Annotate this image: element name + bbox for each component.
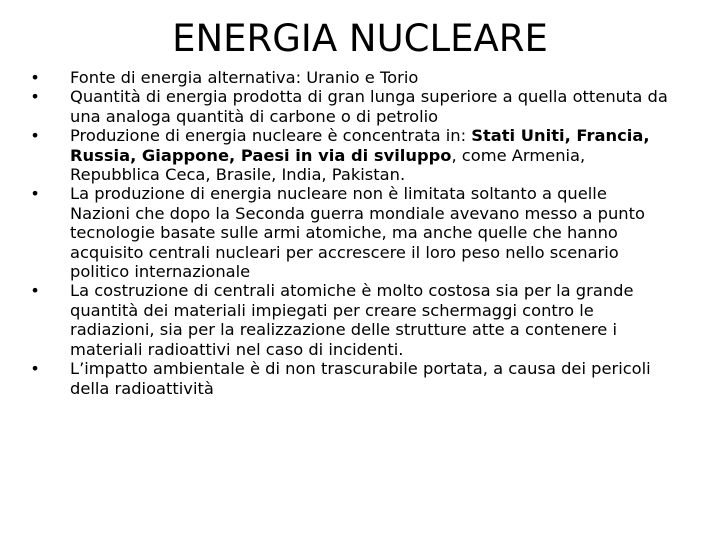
bullet-item-5 xyxy=(28,281,668,359)
bullet-list xyxy=(28,68,668,398)
bullet-text: La costruzione di centrali atomiche è molto costosa sia per la grande quantità dei materiali impiegati per creare schermaggi contro le radiazioni, sia per la realizzazione delle strutture atte a contenere i materiali radioattivi nel caso di incidenti. xyxy=(70,281,634,359)
bullet-text-suffix: , come Armenia, Repubblica Ceca, Brasile, India, Pakistan. xyxy=(70,145,586,185)
bullet-dot: • xyxy=(30,184,40,204)
bullet-dot: • xyxy=(30,68,40,87)
bullet-item-6 xyxy=(28,359,668,398)
bullet-text: La produzione di energia nucleare non è limitata soltanto a quelle Nazioni che dopo la Seconda guerra mondiale avevano messo a punto tecnologie basate sulle armi atomiche, ma anche quelle che hanno acquisito centrali nucleari per accrescere il loro peso nello scenario politico internazionale xyxy=(70,184,645,282)
bullet-text-bold-countries: Stati Uniti, Francia, Russia, Giappone, Paesi in via di sviluppo xyxy=(70,126,650,165)
bullet-text-prefix: Produzione di energia nucleare è concentrata in: xyxy=(70,126,472,146)
bullet-text: L’impatto ambientale è di non trascurabile portata, a causa dei pericoli della radioattività xyxy=(70,359,651,398)
bullet-text: Fonte di energia alternativa: Uranio e Torio xyxy=(70,68,419,87)
bullet-item-3 xyxy=(28,126,668,184)
bullet-dot: • xyxy=(30,359,40,379)
bullet-text: Quantità di energia prodotta di gran lunga superiore a quella ottenuta da una analoga quantità di carbone o di petrolio xyxy=(70,87,668,126)
bullet-item-1 xyxy=(28,68,668,87)
slide-title: ENERGIA NUCLEARE xyxy=(172,17,548,60)
bullet-item-4 xyxy=(28,184,668,281)
bullet-item-2 xyxy=(28,87,668,126)
bullet-dot: • xyxy=(30,126,40,146)
bullet-dot: • xyxy=(30,281,40,301)
bullet-dot: • xyxy=(30,87,40,107)
